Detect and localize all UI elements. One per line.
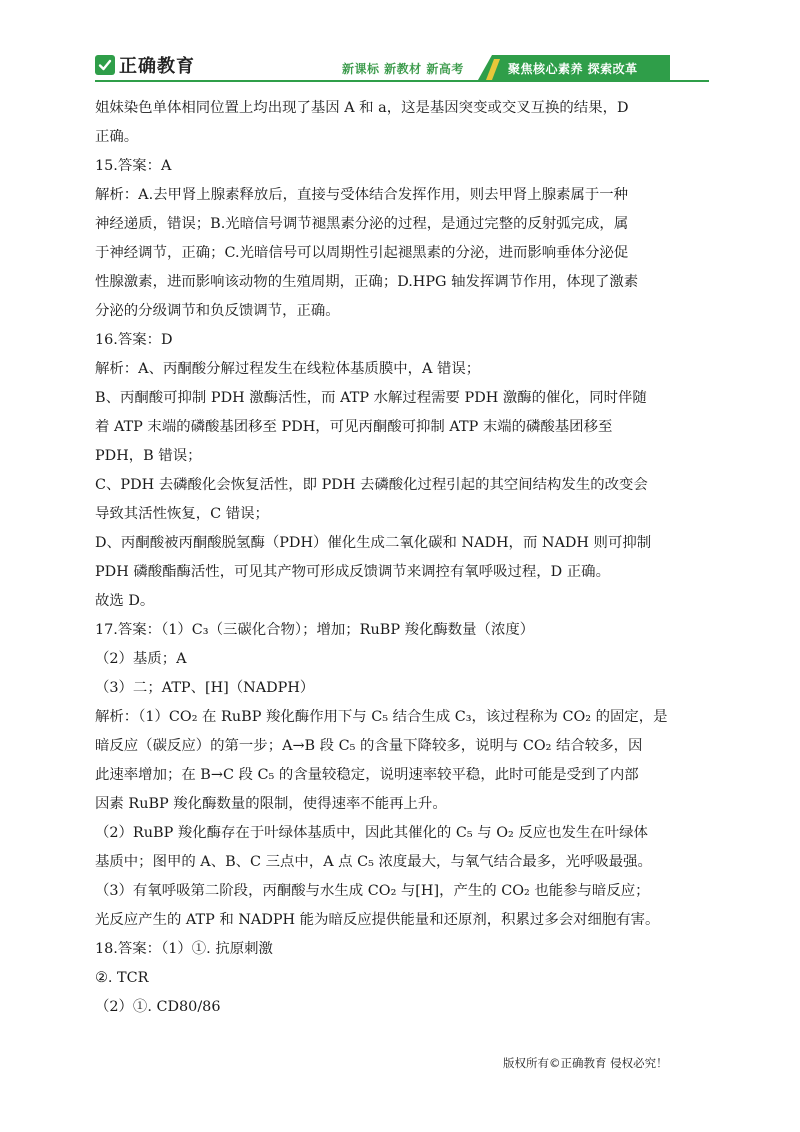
- text-line: 姐妹染色单体相同位置上均出现了基因 A 和 a，这是基因突变或交叉互换的结果，D: [95, 100, 629, 116]
- text-line: 分泌的分级调节和负反馈调节，正确。: [95, 303, 340, 319]
- text-line: 18.答案：（1）①. 抗原刺激: [95, 941, 273, 957]
- text-line: 光反应产生的 ATP 和 NADPH 能为暗反应提供能量和还原剂，积累过多会对细胞有害。: [95, 912, 660, 928]
- text-line: （2）RuBP 羧化酶存在于叶绿体基质中，因此其催化的 C₅ 与 O₂ 反应也发生在叶绿体: [95, 825, 648, 841]
- text-line: ②. TCR: [95, 970, 149, 986]
- text-line: 着 ATP 末端的磷酸基团移至 PDH，可见丙酮酸可抑制 ATP 末端的磷酸基团移至: [95, 419, 613, 435]
- text-line: （3）有氧呼吸第二阶段，丙酮酸与水生成 CO₂ 与[H]，产生的 CO₂ 也能参与暗反应；: [95, 883, 650, 899]
- text-line: （2）①. CD80/86: [95, 999, 221, 1015]
- text-line: 于神经调节，正确；C.光暗信号可以周期性引起褪黑素的分泌，进而影响垂体分泌促: [95, 245, 629, 261]
- text-line: 解析：A、丙酮酸分解过程发生在线粒体基质膜中，A 错误；: [95, 361, 481, 377]
- text-line: 15.答案：A: [95, 158, 172, 174]
- logo: [95, 52, 195, 78]
- text-line: B、丙酮酸可抑制 PDH 激酶活性，而 ATP 水解过程需要 PDH 激酶的催化，同时伴随: [95, 390, 647, 406]
- text-line: 暗反应（碳反应）的第一步；A→B 段 C₅ 的含量下降较多，说明与 CO₂ 结合较多，因: [95, 738, 643, 754]
- text-line: 此速率增加；在 B→C 段 C₅ 的含量较稳定，说明速率较平稳，此时可能是受到了内部: [95, 767, 639, 783]
- text-line: 导致其活性恢复，C 错误；: [95, 506, 269, 522]
- text-line: 性腺激素，进而影响该动物的生殖周期，正确；D.HPG 轴发挥调节作用，体现了激素: [95, 274, 639, 290]
- text-line: 因素 RuBP 羧化酶数量的限制，使得速率不能再上升。: [95, 796, 447, 812]
- text-line: 故选 D。: [95, 593, 155, 609]
- text-line: 解析：（1）CO₂ 在 RuBP 羧化酶作用下与 C₅ 结合生成 C₃，该过程称为 CO₂ 的固定，是: [95, 709, 668, 725]
- text-line: PDH 磷酸酯酶活性，可见其产物可形成反馈调节来调控有氧呼吸过程，D 正确。: [95, 564, 610, 580]
- text-line: 16.答案：D: [95, 332, 173, 348]
- banner-text: 聚焦核心素养 探索改革: [508, 62, 638, 76]
- page-header: [0, 0, 800, 86]
- header-divider: [95, 80, 709, 82]
- text-line: C、PDH 去磷酸化会恢复活性，即 PDH 去磷酸化过程引起的其空间结构发生的改变会: [95, 477, 648, 493]
- text-line: 17.答案：（1）C₃（三碳化合物）；增加；RuBP 羧化酶数量（浓度）: [95, 622, 535, 638]
- text-line: （3）二；ATP、[H]（NADPH）: [95, 680, 315, 696]
- text-line: PDH，B 错误；: [95, 448, 202, 464]
- text-line: 神经递质，错误；B.光暗信号调节褪黑素分泌的过程，是通过完整的反射弧完成，属: [95, 216, 629, 232]
- text-line: 解析：A.去甲肾上腺素释放后，直接与受体结合发挥作用，则去甲肾上腺素属于一种: [95, 187, 629, 203]
- check-icon: [95, 55, 115, 75]
- tagline: 新课标 新教材 新高考: [342, 62, 464, 76]
- text-line: （2）基质；A: [95, 651, 187, 667]
- answer-content: [95, 94, 707, 1022]
- text-line: 基质中；图甲的 A、B、C 三点中，A 点 C₅ 浓度最大，与氧气结合最多，光呼吸最强。: [95, 854, 652, 870]
- text-line: D、丙酮酸被丙酮酸脱氢酶（PDH）催化生成二氧化碳和 NADH，而 NADH 则可抑制: [95, 535, 652, 551]
- text-line: 正确。: [95, 129, 139, 145]
- logo-text: 正确教育: [119, 56, 195, 77]
- copyright-footer: 版权所有©正确教育 侵权必究！: [503, 1056, 668, 1070]
